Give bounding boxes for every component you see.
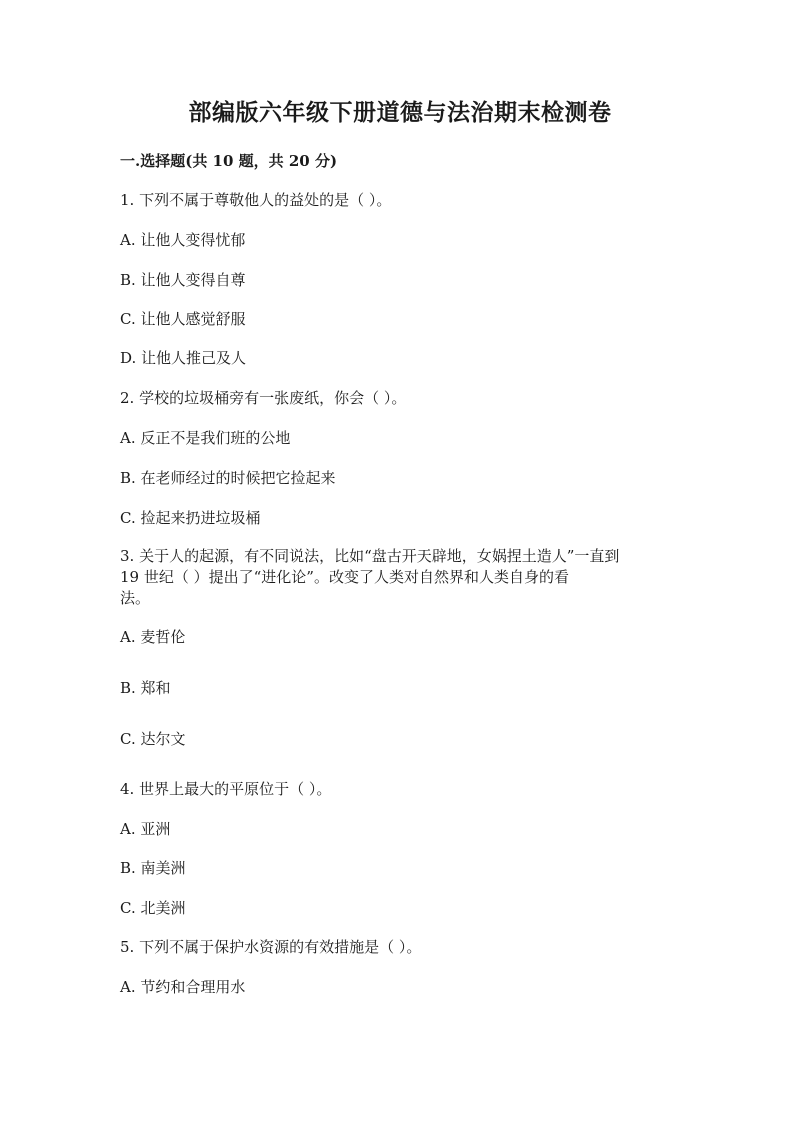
question-1-option-d: D. 让他人推己及人: [120, 349, 247, 367]
question-3-stem: [120, 546, 680, 609]
question-4-option-c: C. 北美洲: [120, 899, 186, 917]
question-4-option-a: A. 亚洲: [120, 820, 171, 838]
question-2-option-a: A. 反正不是我们班的公地: [120, 429, 291, 447]
page-title: 部编版六年级下册道德与法治期末检测卷: [188, 99, 612, 126]
question-2-option-c: C. 捡起来扔进垃圾桶: [120, 509, 261, 527]
question-4-option-b: B. 南美洲: [120, 859, 186, 877]
question-1-stem: 1. 下列不属于尊敬他人的益处的是（ ）。: [120, 191, 392, 209]
question-5-stem: 5. 下列不属于保护水资源的有效措施是（ ）。: [120, 938, 422, 956]
question-2-option-b: B. 在老师经过的时候把它捡起来: [120, 469, 336, 487]
question-3-stem-line-1: 3. 关于人的起源，有不同说法，比如“盘古开天辟地，女娲捏土造人”一直到: [120, 547, 620, 565]
question-2-stem: 2. 学校的垃圾桶旁有一张废纸，你会（ ）。: [120, 389, 407, 407]
question-3-option-b: B. 郑和: [120, 679, 171, 697]
question-3-stem-line-3: 法。: [120, 589, 151, 607]
question-1-option-b: B. 让他人变得自尊: [120, 271, 246, 289]
question-3-stem-line-2: 19 世纪（ ）提出了“进化论”。改变了人类对自然界和人类自身的看: [120, 568, 569, 586]
question-5-option-a: A. 节约和合理用水: [120, 978, 246, 996]
question-1-option-c: C. 让他人感觉舒服: [120, 310, 246, 328]
question-3-option-a: A. 麦哲伦: [120, 628, 186, 646]
question-1-option-a: A. 让他人变得忧郁: [120, 231, 246, 249]
question-3-option-c: C. 达尔文: [120, 730, 186, 748]
question-4-stem: 4. 世界上最大的平原位于（ ）。: [120, 780, 332, 798]
section-heading: 一.选择题(共 10 题，共 20 分): [120, 152, 338, 170]
